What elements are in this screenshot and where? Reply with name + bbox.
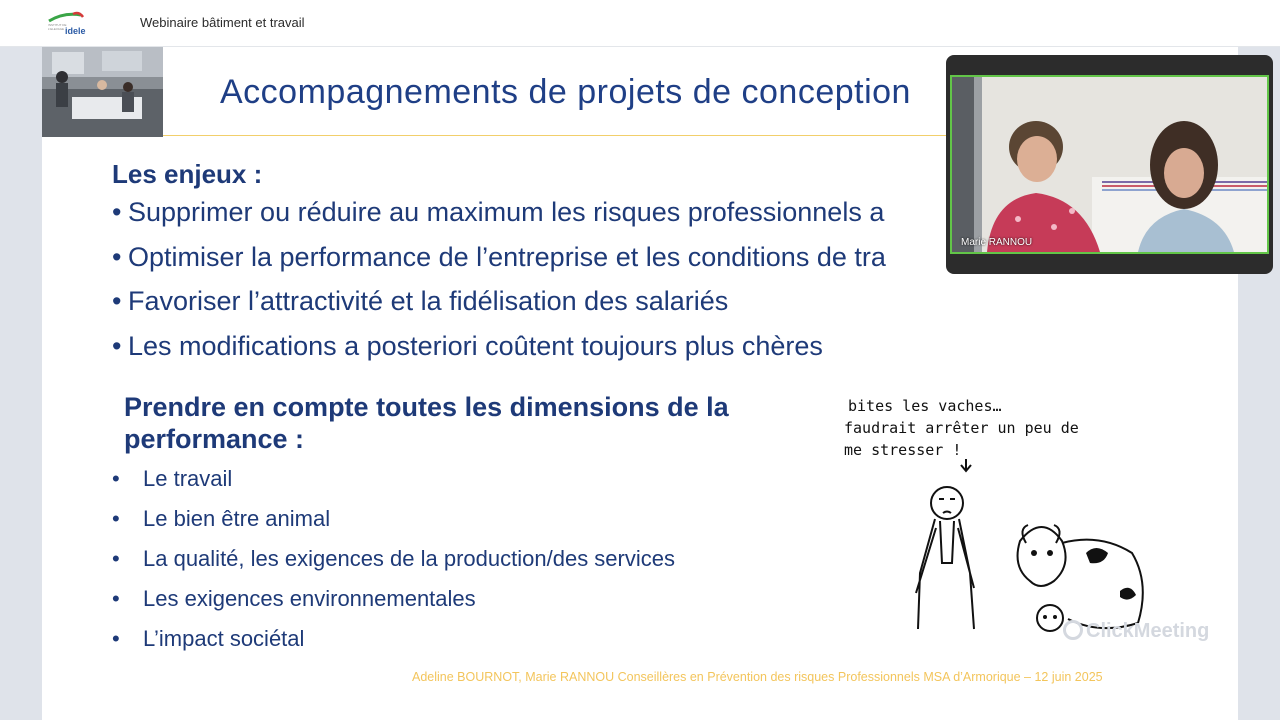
clickmeeting-logo-icon [1063,620,1083,640]
list-item: • L’impact sociétal [112,626,305,651]
list-item-text: Les modifications a posteriori coûtent toujours plus chères [128,330,823,361]
idele-logo [46,10,86,36]
list-item-text: Le travail [143,466,233,491]
list-item-text: La qualité, les exigences de la production/des services [143,546,675,571]
slide-header-photo [42,47,163,137]
svg-text:INSTITUT DE: INSTITUT DE [48,23,67,27]
farmer-cow-cartoon [840,393,1170,638]
list-item: • Le bien être animal [112,506,331,531]
list-item: • Supprimer ou réduire au maximum les risques professionnels a [112,197,885,227]
list-item-text: Les exigences environnementales [143,586,476,611]
active-speaker-video[interactable] [950,75,1269,254]
enjeux-heading: Les enjeux : [112,159,263,189]
top-bar [0,0,1280,47]
list-item-text: Optimiser la performance de l’entreprise et les conditions de tra [128,241,886,272]
webinar-title: Webinaire bâtiment et travail [140,15,305,30]
list-item-text: Favoriser l’attractivité et la fidélisation des salariés [128,286,729,316]
list-item: • Favoriser l’attractivité et la fidélisation des salariés [112,286,729,316]
list-item: • Optimiser la performance de l’entreprise et les conditions de tra [112,241,886,272]
list-item: • Le travail [112,466,233,491]
enjeux-list [112,197,886,375]
performance-heading: Prendre en compte toutes les dimensions de la performance : [124,392,729,454]
logo-text: idele [65,26,86,36]
list-item: • Les exigences environnementales [112,586,476,611]
participant-name: Marie RANNOU [961,237,1033,248]
list-item: • La qualité, les exigences de la production/des services [112,546,675,571]
cartoon-caption: bites les vaches… faudrait arrêter un peu de me stresser ! [844,397,1079,459]
slide-footer: Adeline BOURNOT, Marie RANNOU Conseillères en Prévention des risques Professionnels MSA d’Armorique – 12 juin 2025 [412,670,1103,684]
slide-title: Accompagnements de projets de conception [220,73,911,111]
webcam-panel[interactable] [946,55,1273,274]
list-item-text: Le bien être animal [143,506,331,531]
svg-text:L'ELEVAGE: L'ELEVAGE [48,27,65,31]
list-item-text: Supprimer ou réduire au maximum les risques professionnels a [128,197,885,227]
clickmeeting-watermark [1063,620,1209,643]
watermark-text: ClickMeeting [1086,620,1210,642]
list-item-text: L’impact sociétal [143,626,305,651]
list-item: • Les modifications a posteriori coûtent toujours plus chères [112,330,823,361]
video-feed [952,77,1267,252]
dimensions-list [112,466,675,666]
